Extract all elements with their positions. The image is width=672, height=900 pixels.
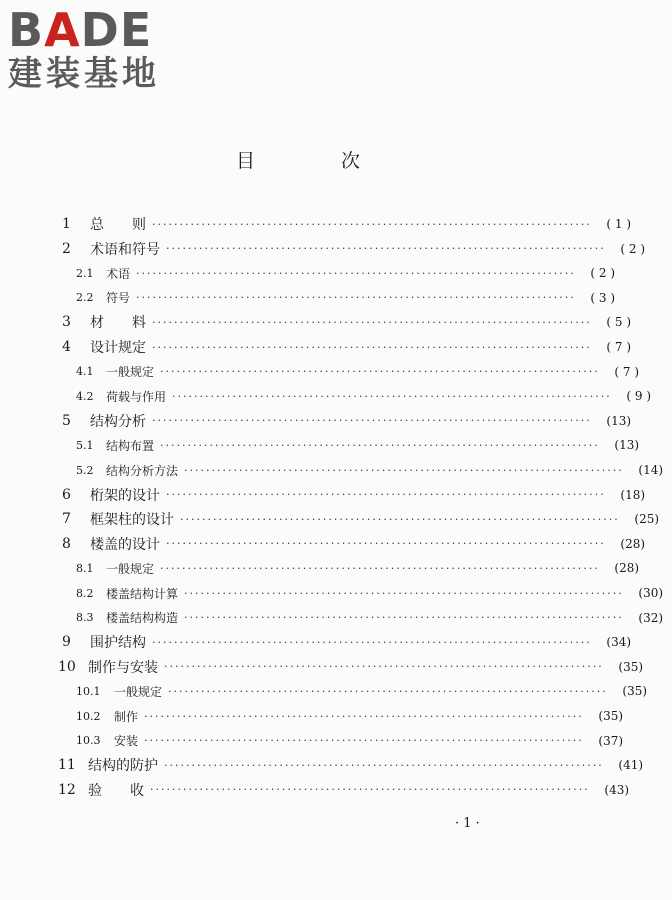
toc-leader-dots: ················································································ bbox=[144, 709, 584, 723]
toc-entry-title: 结构分析 bbox=[90, 413, 146, 430]
toc-leader-dots: ················································································ bbox=[152, 340, 592, 354]
toc-leader-dots: ················································································ bbox=[164, 758, 604, 772]
logo-letter-a-accent: A bbox=[44, 3, 81, 57]
toc-entry-title: 框架柱的设计 bbox=[90, 512, 174, 529]
toc-entry-title: 安装 bbox=[114, 734, 139, 749]
toc-entry-page: (18) bbox=[620, 487, 646, 502]
logo-letters-de: DE bbox=[80, 3, 153, 57]
toc-leader-dots: ················································································ bbox=[172, 389, 612, 403]
toc-entry-number: 8.2 bbox=[76, 586, 94, 600]
toc-leader-dots: ················································································ bbox=[160, 561, 600, 575]
toc-leader-dots: ················································································ bbox=[152, 217, 592, 231]
toc-entry-title: 总 则 bbox=[90, 217, 146, 233]
footer-page-number: · 1 · bbox=[455, 816, 480, 831]
toc-leader-dots: ················································································ bbox=[164, 660, 604, 674]
toc-entry-title: 一般规定 bbox=[106, 561, 155, 576]
toc-entry[interactable] bbox=[0, 385, 652, 407]
toc-entry[interactable] bbox=[0, 311, 632, 333]
toc-entry[interactable] bbox=[0, 656, 644, 678]
toc-entry-number: 8.3 bbox=[76, 611, 94, 625]
toc-leader-dots: ················································································ bbox=[180, 512, 620, 526]
toc-entry-title: 桁架的设计 bbox=[90, 487, 160, 504]
toc-entry-page: (14) bbox=[638, 463, 664, 477]
toc-leader-dots: ················································································ bbox=[184, 611, 624, 625]
toc-entry-number: 4 bbox=[62, 339, 71, 355]
toc-entry-page: (25) bbox=[634, 512, 660, 527]
toc-entry-page: (28) bbox=[614, 561, 640, 576]
toc-entry-number: 6 bbox=[62, 486, 71, 503]
toc-entry-title: 围护结构 bbox=[90, 635, 146, 652]
toc-entry[interactable] bbox=[0, 213, 632, 235]
toc-entry-number: 2.2 bbox=[76, 291, 94, 305]
toc-entry[interactable] bbox=[0, 533, 646, 555]
toc-entry-title: 符号 bbox=[106, 291, 131, 306]
toc-leader-dots: ················································································ bbox=[152, 635, 592, 649]
toc-entry[interactable] bbox=[0, 754, 644, 776]
toc-entry-number: 8.1 bbox=[76, 561, 94, 575]
toc-entry-page: ( 7 ) bbox=[614, 364, 640, 379]
toc-entry-page: (13) bbox=[614, 438, 640, 453]
toc-entry-title: 结构布置 bbox=[106, 438, 155, 453]
toc-entry-page: ( 1 ) bbox=[606, 217, 632, 231]
toc-entry-title: 荷载与作用 bbox=[106, 389, 167, 404]
toc-entry-number: 1 bbox=[62, 216, 71, 232]
toc-entry-number: 2 bbox=[62, 240, 71, 257]
toc-entry[interactable] bbox=[0, 287, 616, 309]
toc-entry-number: 4.2 bbox=[76, 389, 94, 403]
toc-entry-page: ( 3 ) bbox=[590, 290, 616, 305]
toc-entry-number: 3 bbox=[62, 314, 71, 331]
toc-leader-dots: ················································································ bbox=[166, 242, 606, 256]
toc-entry-title: 楼盖的设计 bbox=[90, 536, 160, 553]
toc-entry-page: (35) bbox=[598, 709, 624, 723]
toc-entry-number: 2.1 bbox=[76, 266, 94, 280]
toc-leader-dots: ················································································ bbox=[150, 783, 590, 797]
toc-entry[interactable] bbox=[0, 680, 648, 702]
toc-entry-title: 结构分析方法 bbox=[106, 463, 179, 478]
toc-entry-page: ( 5 ) bbox=[606, 315, 632, 330]
toc-entry-title: 结构的防护 bbox=[88, 758, 158, 775]
logo-letter-b: B bbox=[8, 3, 45, 57]
toc-entry-page: (32) bbox=[638, 610, 664, 625]
toc-entry-title: 术语和符号 bbox=[90, 241, 160, 258]
toc-entry[interactable] bbox=[0, 582, 664, 604]
toc-entry-page: (13) bbox=[606, 413, 632, 428]
toc-entry-page: ( 9 ) bbox=[626, 389, 652, 404]
toc-entry-page: ( 2 ) bbox=[590, 266, 616, 281]
toc-entry[interactable] bbox=[0, 238, 646, 260]
toc-entry-title: 楼盖结构计算 bbox=[106, 586, 179, 601]
toc-entry[interactable] bbox=[0, 631, 632, 653]
toc-leader-dots: ················································································ bbox=[184, 586, 624, 600]
toc-entry-number: 5 bbox=[62, 412, 71, 429]
toc-entry-title: 一般规定 bbox=[106, 365, 155, 380]
toc-leader-dots: ················································································ bbox=[160, 365, 600, 379]
toc-entry-number: 5.1 bbox=[76, 438, 94, 452]
toc-entry-number: 10.2 bbox=[76, 709, 101, 723]
toc-entry-number: 9 bbox=[62, 634, 71, 651]
bade-logo bbox=[8, 4, 178, 94]
toc-entry-page: (35) bbox=[618, 659, 644, 674]
toc-entry-number: 7 bbox=[62, 511, 71, 528]
toc-entry[interactable] bbox=[0, 336, 632, 358]
logo-chinese-text: 建装基地 bbox=[8, 54, 160, 94]
toc-entry-page: (35) bbox=[622, 684, 648, 699]
toc-entry-number: 5.2 bbox=[76, 463, 94, 477]
toc-entry-title: 设计规定 bbox=[90, 340, 146, 356]
toc-entry-page: (30) bbox=[638, 586, 664, 600]
toc-entry[interactable] bbox=[0, 779, 630, 801]
toc-leader-dots: ················································································ bbox=[136, 291, 576, 305]
toc-entry[interactable] bbox=[0, 508, 660, 530]
toc-entry-number: 12 bbox=[58, 781, 76, 798]
toc-leader-dots: ················································································ bbox=[160, 438, 600, 452]
toc-entry-number: 4.1 bbox=[76, 365, 94, 379]
toc-entry-title: 验 收 bbox=[88, 782, 144, 799]
toc-leader-dots: ················································································ bbox=[144, 734, 584, 748]
toc-entry-title: 制作 bbox=[114, 709, 139, 724]
toc-entry[interactable] bbox=[0, 410, 632, 432]
toc-entry[interactable] bbox=[0, 484, 646, 506]
toc-entry-page: (34) bbox=[606, 635, 632, 650]
toc-entry[interactable] bbox=[0, 361, 640, 383]
toc-leader-dots: ················································································ bbox=[152, 414, 592, 428]
toc-entry-number: 10.3 bbox=[76, 734, 101, 748]
toc-entry[interactable] bbox=[0, 434, 640, 456]
toc-entry-number: 10.1 bbox=[76, 684, 101, 698]
toc-entry-title: 术语 bbox=[106, 266, 131, 281]
toc-entry-page: (43) bbox=[604, 782, 630, 797]
toc-entry[interactable] bbox=[0, 262, 616, 284]
toc-entry-number: 8 bbox=[62, 535, 71, 552]
toc-entry-title: 制作与安装 bbox=[88, 659, 158, 676]
toc-leader-dots: ················································································ bbox=[152, 315, 592, 329]
toc-entry[interactable] bbox=[0, 730, 624, 752]
toc-entry[interactable] bbox=[0, 607, 664, 629]
toc-leader-dots: ················································································ bbox=[166, 488, 606, 502]
toc-leader-dots: ················································································ bbox=[184, 463, 624, 477]
toc-leader-dots: ················································································ bbox=[166, 537, 606, 551]
toc-entry[interactable] bbox=[0, 557, 640, 579]
toc-entry-title: 一般规定 bbox=[114, 684, 163, 699]
logo-latin-text bbox=[8, 4, 178, 56]
toc-entry-title: 楼盖结构构造 bbox=[106, 611, 179, 626]
toc-entry-page: (41) bbox=[618, 758, 644, 773]
toc-entry-page: (37) bbox=[598, 733, 624, 748]
toc-leader-dots: ················································································ bbox=[168, 684, 608, 698]
toc-entry-title: 材 料 bbox=[90, 315, 146, 332]
toc-entry-page: ( 2 ) bbox=[620, 241, 646, 256]
toc-entry[interactable] bbox=[0, 705, 624, 727]
toc-leader-dots: ················································································ bbox=[136, 266, 576, 280]
toc-entry-number: 11 bbox=[58, 757, 76, 774]
toc-entry-page: (28) bbox=[620, 536, 646, 551]
toc-entry[interactable] bbox=[0, 459, 664, 481]
toc-entry-number: 10 bbox=[58, 658, 76, 675]
page-title: 目 次 bbox=[235, 150, 401, 172]
toc-entry-page: ( 7 ) bbox=[606, 340, 632, 354]
